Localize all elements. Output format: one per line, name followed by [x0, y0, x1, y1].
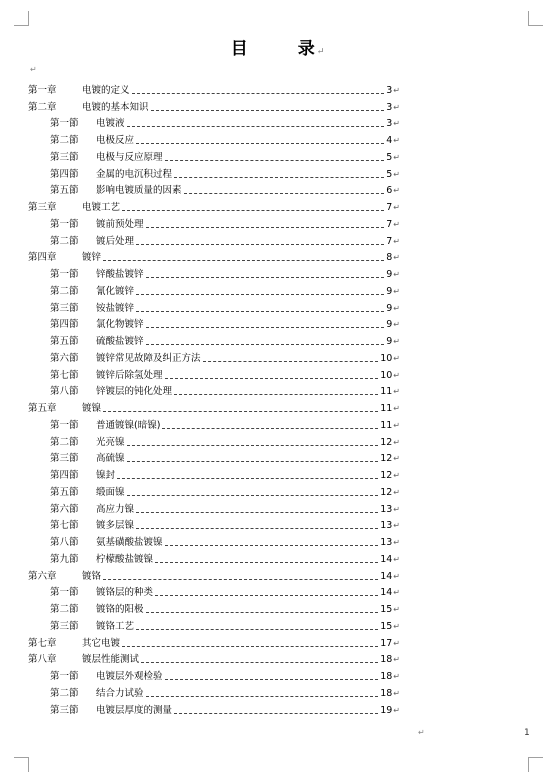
- toc-leader-dots: [174, 176, 384, 178]
- toc-entry-number: 第七節: [50, 369, 79, 381]
- toc-entry-page: 5: [386, 151, 393, 163]
- toc-entry[interactable]: [28, 96, 400, 113]
- toc-title-left: 目: [230, 39, 250, 59]
- toc-entry-page: 12: [380, 470, 393, 481]
- toc-leader-dots: [174, 712, 378, 714]
- toc-entry-page: 13: [380, 537, 393, 548]
- toc-entry-title: 缎面镍: [96, 486, 125, 498]
- toc-entry-title: 电极反应: [96, 135, 135, 146]
- toc-entry-number: 第八章: [28, 654, 57, 666]
- toc-entry[interactable]: [28, 414, 400, 431]
- toc-entry-page: 14: [380, 553, 393, 565]
- toc-entry-title: 镀铬: [82, 570, 102, 582]
- toc-leader-dots: [136, 243, 384, 245]
- toc-leader-dots: [136, 511, 378, 513]
- toc-leader-dots: [127, 460, 379, 462]
- paragraph-mark-icon: ↵: [393, 169, 400, 179]
- paragraph-mark-icon: ↵: [393, 688, 400, 698]
- toc-entry[interactable]: [28, 79, 400, 96]
- toc-entry-number: 第一節: [50, 118, 79, 130]
- toc-entry-title: 电镀层厚度的测量: [96, 704, 173, 716]
- toc-entry-number: 第一章: [28, 84, 57, 96]
- toc-entry-title: 镀铬层的种类: [96, 587, 154, 599]
- toc-leader-dots: [141, 661, 378, 663]
- toc-leader-dots: [165, 678, 379, 680]
- crop-mark-bottom-right: [528, 757, 543, 772]
- toc-entry[interactable]: [28, 448, 400, 465]
- toc-entry[interactable]: [28, 263, 400, 280]
- toc-leader-dots: [136, 142, 384, 144]
- toc-entry-page: 9: [386, 302, 393, 314]
- toc-entry-page: 17: [380, 637, 393, 649]
- toc-entry[interactable]: [28, 330, 400, 347]
- paragraph-mark-icon: ↵: [393, 521, 400, 531]
- toc-entry-title: 镀多层镍: [96, 520, 135, 532]
- paragraph-mark-icon: ↵: [393, 655, 400, 665]
- toc-entry-title: 电镀工艺: [82, 202, 121, 213]
- paragraph-mark-icon: ↵: [393, 186, 400, 196]
- toc-leader-dots: [146, 611, 379, 613]
- paragraph-mark-icon: ↵: [393, 102, 400, 112]
- toc-entry-number: 第七節: [50, 520, 79, 532]
- toc-entry-title: 硫酸盐镀锌: [96, 336, 144, 347]
- toc-entry-number: 第三節: [50, 453, 79, 465]
- crop-mark-top-left: [14, 11, 29, 26]
- toc-entry[interactable]: [28, 699, 400, 716]
- toc-leader-dots: [203, 360, 379, 362]
- toc-entry[interactable]: [28, 431, 400, 448]
- toc-leader-dots: [155, 561, 378, 563]
- toc-entry-title: 结合力试验: [96, 687, 144, 699]
- toc-entry[interactable]: [28, 364, 400, 381]
- paragraph-mark-icon: ↵: [393, 370, 400, 380]
- toc-entry-title: 镀铬工艺: [96, 620, 135, 632]
- toc-entry-number: 第六節: [50, 352, 79, 364]
- toc-entry-title: 铵盐镀锌: [96, 302, 135, 314]
- toc-entry-title: 电镀液: [96, 118, 125, 130]
- paragraph-mark-icon: ↵: [393, 471, 400, 480]
- toc-entry[interactable]: [28, 515, 400, 532]
- toc-entry-page: 15: [380, 604, 393, 615]
- toc-entry[interactable]: [28, 565, 400, 582]
- toc-leader-dots: [146, 695, 379, 697]
- toc-entry-title: 光亮镍: [96, 436, 125, 448]
- toc-entry-number: 第三章: [28, 202, 57, 213]
- toc-entry-number: 第一節: [50, 269, 79, 280]
- toc-entry-title: 镀铬的阳极: [96, 604, 144, 615]
- toc-entry-number: 第一節: [50, 419, 79, 431]
- toc-entry[interactable]: [28, 598, 400, 615]
- toc-entry[interactable]: [28, 113, 400, 130]
- toc-entry-number: 第五節: [50, 185, 79, 197]
- toc-entry-number: 第一節: [50, 218, 79, 230]
- toc-entry-page: 13: [380, 503, 393, 515]
- toc-entry[interactable]: [28, 381, 400, 398]
- toc-leader-dots: [174, 393, 378, 395]
- toc-entry-page: 14: [380, 570, 393, 582]
- toc-entry[interactable]: [28, 498, 400, 515]
- toc-entry-number: 第三節: [50, 302, 79, 314]
- paragraph-mark-icon: ↵: [393, 303, 400, 313]
- toc-entry-title: 影响电镀质量的因素: [96, 185, 182, 197]
- paragraph-mark-icon: ↵: [393, 320, 400, 330]
- toc-entry[interactable]: [28, 314, 400, 331]
- paragraph-mark-icon: ↵: [393, 203, 400, 212]
- toc-leader-dots: [165, 377, 379, 379]
- paragraph-mark-icon: ↵: [393, 119, 400, 129]
- paragraph-mark-icon: ↵: [393, 353, 400, 363]
- toc-leader-dots: [132, 92, 385, 94]
- toc-entry-page: 13: [380, 520, 393, 532]
- toc-entry-title: 氨基磺酸盐镀镍: [96, 537, 163, 548]
- toc-entry-page: 7: [386, 218, 393, 230]
- toc-entry-page: 5: [386, 168, 393, 180]
- paragraph-mark-icon: ↵: [393, 538, 400, 547]
- toc-leader-dots: [162, 427, 378, 429]
- toc-entry-page: 15: [380, 620, 393, 632]
- toc-entry[interactable]: [28, 682, 400, 699]
- toc-entry[interactable]: [28, 297, 400, 314]
- toc-entry[interactable]: [28, 129, 400, 146]
- toc-entry-number: 第二節: [50, 235, 79, 247]
- toc-leader-dots: [165, 544, 379, 546]
- paragraph-mark-icon: ↵: [393, 136, 400, 145]
- toc-entry-title: 电镀的基本知识: [82, 101, 149, 113]
- toc-entry-page: 18: [380, 671, 393, 682]
- toc-entry-number: 第一節: [50, 671, 79, 682]
- toc-leader-dots: [146, 226, 385, 228]
- toc-entry-number: 第四章: [28, 252, 57, 264]
- paragraph-mark-icon: ↵: [393, 337, 400, 346]
- paragraph-mark-icon: ↵: [393, 152, 400, 162]
- paragraph-mark-icon: ↵: [393, 420, 400, 430]
- toc-leader-dots: [103, 578, 378, 580]
- paragraph-mark-icon: ↵: [393, 286, 400, 296]
- toc-title: [0, 34, 557, 59]
- toc-entry-title: 镍封: [96, 470, 116, 481]
- toc-entry[interactable]: [28, 649, 400, 666]
- toc-entry-number: 第二節: [50, 135, 79, 146]
- toc-entry-page: 9: [386, 269, 393, 280]
- toc-leader-dots: [127, 125, 385, 127]
- toc-entry-title: 镀前预处理: [96, 218, 144, 230]
- paragraph-mark-icon: ↵: [393, 253, 400, 263]
- toc-leader-dots: [127, 494, 379, 496]
- toc-entry-page: 11: [380, 403, 393, 414]
- toc-leader-dots: [103, 259, 384, 261]
- toc-entry-title: 柠檬酸盐镀镍: [96, 553, 154, 565]
- paragraph-mark-icon: ↵: [393, 85, 400, 95]
- page-number: 1: [524, 728, 530, 738]
- toc-entry[interactable]: [28, 615, 400, 632]
- toc-entry[interactable]: [28, 548, 400, 565]
- toc-entry-number: 第六節: [50, 503, 79, 515]
- toc-entry-number: 第三節: [50, 704, 79, 716]
- toc-entry[interactable]: [28, 481, 400, 498]
- toc-entry-number: 第三節: [50, 620, 79, 632]
- toc-entry-page: 14: [380, 587, 393, 599]
- paragraph-mark-icon: ↵: [393, 504, 400, 514]
- toc-entry-number: 第二節: [50, 436, 79, 448]
- toc-entry-page: 8: [386, 252, 393, 264]
- toc-leader-dots: [136, 310, 384, 312]
- paragraph-mark-icon: ↵: [316, 47, 327, 57]
- paragraph-mark-icon: ↵: [393, 588, 400, 598]
- toc-entry-title: 电镀的定义: [82, 84, 130, 96]
- paragraph-mark-icon: ↵: [393, 487, 400, 497]
- toc-entry-page: 12: [380, 453, 393, 465]
- toc-entry-title: 电极与反应原理: [96, 151, 163, 163]
- toc-entry-number: 第六章: [28, 570, 57, 582]
- toc-leader-dots: [136, 293, 384, 295]
- toc-entry-title: 镀锌后除氢处理: [96, 369, 163, 381]
- toc-entry-number: 第二節: [50, 285, 79, 297]
- paragraph-mark-icon: ↵: [393, 638, 400, 648]
- toc-entry-page: 4: [386, 135, 393, 146]
- toc-leader-dots: [146, 326, 385, 328]
- toc-leader-dots: [155, 594, 378, 596]
- toc-entry-page: 9: [386, 285, 393, 297]
- toc-entry-page: 7: [386, 235, 393, 247]
- toc-leader-dots: [136, 628, 378, 630]
- toc-entry[interactable]: [28, 531, 400, 548]
- toc-entry-title: 镀锌: [82, 252, 102, 264]
- toc-entry[interactable]: [28, 665, 400, 682]
- toc-entry-number: 第二章: [28, 101, 57, 113]
- toc-entry-title: 镀锌常见故障及纠正方法: [96, 352, 201, 364]
- toc-entry-number: 第五節: [50, 486, 79, 498]
- toc-leader-dots: [122, 209, 384, 211]
- paragraph-mark-icon: ↵: [393, 437, 400, 447]
- toc-entry-number: 第九節: [50, 553, 79, 565]
- toc-entry-page: 10: [380, 369, 393, 381]
- toc-leader-dots: [146, 276, 385, 278]
- toc-entry-title: 高硫镍: [96, 453, 125, 465]
- paragraph-mark-icon: ↵: [393, 404, 400, 413]
- toc-entry[interactable]: [28, 347, 400, 364]
- toc-entry-number: 第四節: [50, 470, 79, 481]
- toc-entry-number: 第一節: [50, 587, 79, 599]
- toc-entry-page: 9: [386, 336, 393, 347]
- toc-entry-page: 7: [386, 202, 393, 213]
- toc-entry-number: 第四節: [50, 168, 79, 180]
- toc-entry-title: 电镀层外观检验: [96, 671, 163, 682]
- toc-entry-title: 锌镀层的钝化处理: [96, 386, 173, 398]
- toc-entry[interactable]: [28, 196, 400, 213]
- toc-entry[interactable]: [28, 146, 400, 163]
- toc-entry-title: 氯化物镀锌: [96, 319, 144, 331]
- toc-entry[interactable]: [28, 280, 400, 297]
- toc-entry-title: 氰化镀锌: [96, 285, 135, 297]
- paragraph-mark-icon: ↵: [393, 387, 400, 397]
- toc-leader-dots: [136, 527, 378, 529]
- toc-entry-number: 第四節: [50, 319, 79, 331]
- toc-entry[interactable]: [28, 163, 400, 180]
- paragraph-mark-icon: ↵: [30, 65, 37, 74]
- toc-entry-title: 金属的电沉积过程: [96, 168, 173, 180]
- toc-entry-page: 18: [380, 654, 393, 666]
- toc-entry-page: 11: [380, 419, 393, 431]
- toc-entry[interactable]: [28, 230, 400, 247]
- toc-entry-page: 9: [386, 319, 393, 331]
- toc-leader-dots: [103, 410, 378, 412]
- crop-mark-bottom-left: [14, 757, 29, 772]
- toc-entry-number: 第三節: [50, 151, 79, 163]
- toc-entry-title: 镀镍: [82, 403, 102, 414]
- toc-entry-number: 第五節: [50, 336, 79, 347]
- toc-entry-page: 12: [380, 486, 393, 498]
- toc-entry-title: 镀后处理: [96, 235, 135, 247]
- toc-entry-page: 6: [386, 185, 393, 197]
- toc-entry-page: 19: [380, 704, 393, 716]
- toc-entry-page: 18: [380, 687, 393, 699]
- toc-leader-dots: [127, 444, 379, 446]
- toc-entry[interactable]: [28, 464, 400, 481]
- toc-entry[interactable]: [28, 582, 400, 599]
- paragraph-mark-icon: ↵: [393, 454, 400, 464]
- toc-entry-number: 第二節: [50, 604, 79, 615]
- toc-entry-number: 第二節: [50, 687, 79, 699]
- toc-entry-title: 锌酸盐镀锌: [96, 269, 144, 280]
- paragraph-mark-icon: ↵: [393, 270, 400, 279]
- toc-entry-page: 10: [380, 352, 393, 364]
- paragraph-mark-icon: ↵: [393, 554, 400, 564]
- paragraph-mark-icon: ↵: [393, 621, 400, 631]
- paragraph-mark-icon: ↵: [393, 672, 400, 681]
- toc-leader-dots: [165, 159, 385, 161]
- toc-leader-dots: [146, 343, 385, 345]
- toc-entry-title: 普通镀镍(暗镍): [96, 419, 161, 431]
- toc-entry-number: 第七章: [28, 637, 57, 649]
- toc-leader-dots: [184, 192, 385, 194]
- toc-entry-page: 12: [380, 436, 393, 448]
- toc-entry-title: 其它电镀: [82, 637, 121, 649]
- toc-entry-page: 11: [380, 386, 393, 398]
- toc-leader-dots: [117, 477, 378, 479]
- toc-entry-page: 3: [386, 101, 393, 113]
- toc-leader-dots: [151, 109, 385, 111]
- toc-entry[interactable]: [28, 247, 400, 264]
- toc-entry[interactable]: [28, 213, 400, 230]
- toc-entry-page: 3: [386, 84, 393, 96]
- crop-mark-top-right: [528, 11, 543, 26]
- toc-entry-page: 3: [386, 118, 393, 130]
- toc-entry-number: 第八節: [50, 386, 79, 398]
- toc-entry-title: 镀层性能测试: [82, 654, 140, 666]
- paragraph-mark-icon: ↵: [418, 728, 425, 737]
- paragraph-mark-icon: ↵: [393, 571, 400, 581]
- toc-entry-title: 高应力镍: [96, 503, 135, 515]
- paragraph-mark-icon: ↵: [393, 236, 400, 246]
- toc-entry[interactable]: [28, 180, 400, 197]
- paragraph-mark-icon: ↵: [393, 219, 400, 229]
- paragraph-mark-icon: ↵: [393, 605, 400, 614]
- toc-entry-number: 第五章: [28, 403, 57, 414]
- table-of-contents: [28, 79, 400, 716]
- toc-entry-number: 第八節: [50, 537, 79, 548]
- toc-leader-dots: [122, 645, 378, 647]
- toc-title-right: 录: [297, 39, 317, 59]
- paragraph-mark-icon: ↵: [393, 705, 400, 715]
- toc-entry[interactable]: [28, 397, 400, 414]
- toc-entry[interactable]: [28, 632, 400, 649]
